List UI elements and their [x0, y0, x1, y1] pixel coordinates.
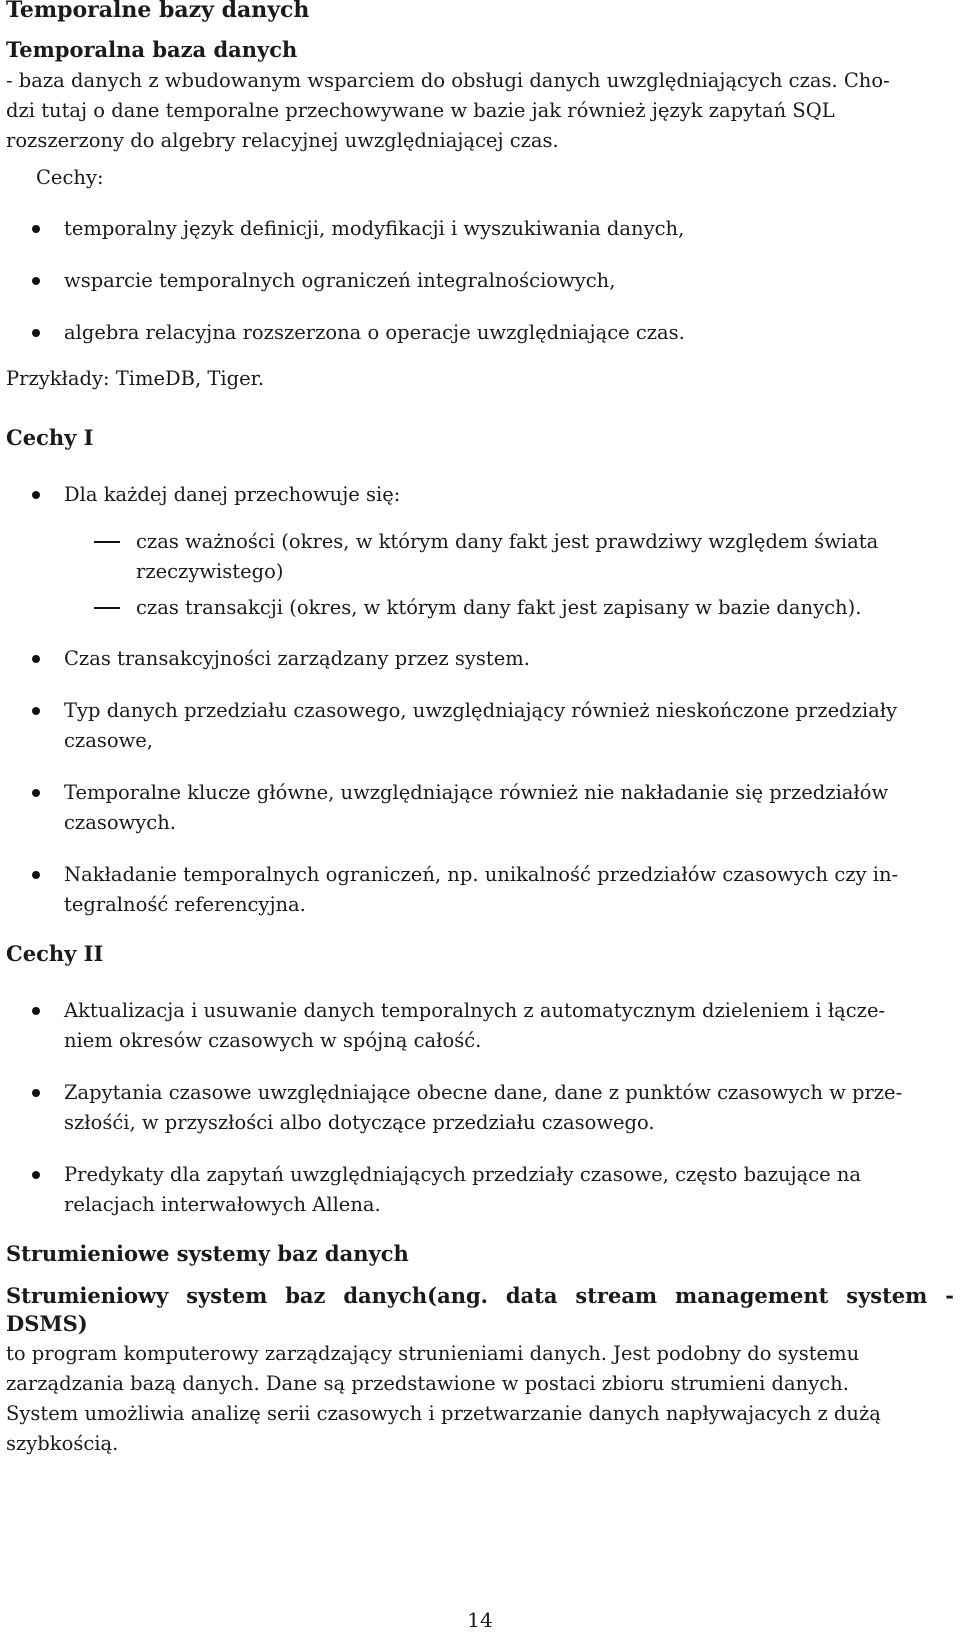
cechy2-item-2-line-2: szłośći, w przyszłości albo dotyczące przedziału czasowego.	[64, 1111, 655, 1134]
definition-line-2: dzi tutaj o dane temporalne przechowywane w bazie jak również język zapytań SQL	[6, 99, 835, 122]
cechy1-item-3-line-2: czasowe,	[64, 729, 153, 752]
cechy1-subitem-1-line-2: rzeczywistego)	[136, 560, 284, 583]
dash-marker	[94, 541, 120, 543]
bullet-dot	[32, 707, 40, 715]
definition-heading-dsms-line-2: DSMS)	[6, 1311, 88, 1336]
bullet-dot	[32, 789, 40, 797]
section-title-cechy-1: Cechy I	[6, 425, 94, 450]
cechy1-item-3-line-1: Typ danych przedziału czasowego, uwzględniający również nieskończone przedziały	[64, 699, 898, 722]
feature-item-3: algebra relacyjna rozszerzona o operacje uwzględniające czas.	[64, 321, 685, 344]
bullet-dot	[32, 1171, 40, 1179]
cechy1-item-2: Czas transakcyjności zarządzany przez system.	[64, 647, 530, 670]
dash-marker	[94, 607, 120, 609]
section-title-cechy-2: Cechy II	[6, 941, 104, 966]
definition-heading-temporal-database: Temporalna baza danych	[6, 37, 298, 62]
bullet-dot	[32, 491, 40, 499]
cechy2-item-1-line-1: Aktualizacja i usuwanie danych temporalnych z automatycznym dzieleniem i łącze-	[64, 999, 886, 1022]
dsms-body-line-3: System umożliwia analizę serii czasowych i przetwarzanie danych napływajacych z dużą	[6, 1402, 881, 1425]
cechy2-item-1-line-2: niem okresów czasowych w spójną całość.	[64, 1029, 482, 1052]
cechy2-item-2-line-1: Zapytania czasowe uwzględniające obecne dane, dane z punktów czasowych w prze-	[64, 1081, 903, 1104]
features-label: Cechy:	[36, 166, 104, 189]
definition-line-3: rozszerzony do algebry relacyjnej uwzględniającej czas.	[6, 129, 559, 152]
bullet-dot	[32, 871, 40, 879]
definition-heading-dsms-line-1: Strumieniowy system baz danych(ang. data stream management system -	[6, 1283, 954, 1308]
cechy1-subitem-2: czas transakcji (okres, w którym dany fakt jest zapisany w bazie danych).	[136, 596, 862, 619]
bullet-dot	[32, 1089, 40, 1097]
cechy1-subitem-1-line-1: czas ważności (okres, w którym dany fakt jest prawdziwy względem świata	[136, 530, 879, 553]
section-title-stream-databases: Strumieniowe systemy baz danych	[6, 1241, 409, 1266]
bullet-dot	[32, 277, 40, 285]
bullet-dot	[32, 655, 40, 663]
dsms-body-line-1: to program komputerowy zarządzający strunieniami danych. Jest podobny do systemu	[6, 1342, 860, 1365]
dsms-body-line-2: zarządzania bazą danych. Dane są przedstawione w postaci zbioru strumieni danych.	[6, 1372, 849, 1395]
cechy1-item-1: Dla każdej danej przechowuje się:	[64, 483, 401, 506]
bullet-dot	[32, 225, 40, 233]
page-number: 14	[467, 1608, 493, 1632]
bullet-dot	[32, 329, 40, 337]
bullet-dot	[32, 1007, 40, 1015]
examples-text: Przykłady: TimeDB, Tiger.	[6, 367, 265, 390]
cechy1-item-5-line-1: Nakładanie temporalnych ograniczeń, np. unikalność przedziałów czasowych czy in-	[64, 863, 899, 886]
definition-line-1: - baza danych z wbudowanym wsparciem do obsługi danych uwzględniających czas. Cho-	[6, 69, 890, 92]
dsms-body-line-4: szybkością.	[6, 1432, 119, 1455]
feature-item-1: temporalny język definicji, modyfikacji i wyszukiwania danych,	[64, 217, 685, 240]
feature-item-2: wsparcie temporalnych ograniczeń integralnościowych,	[64, 269, 616, 292]
cechy2-item-3-line-2: relacjach interwałowych Allena.	[64, 1193, 381, 1216]
section-title-temporal-databases: Temporalne bazy danych	[6, 0, 310, 23]
cechy1-item-4-line-2: czasowych.	[64, 811, 176, 834]
cechy1-item-4-line-1: Temporalne klucze główne, uwzględniające również nie nakładanie się przedziałów	[64, 781, 889, 804]
cechy2-item-3-line-1: Predykaty dla zapytań uwzględniających przedziały czasowe, często bazujące na	[64, 1163, 862, 1186]
cechy1-item-5-line-2: tegralność referencyjna.	[64, 893, 306, 916]
